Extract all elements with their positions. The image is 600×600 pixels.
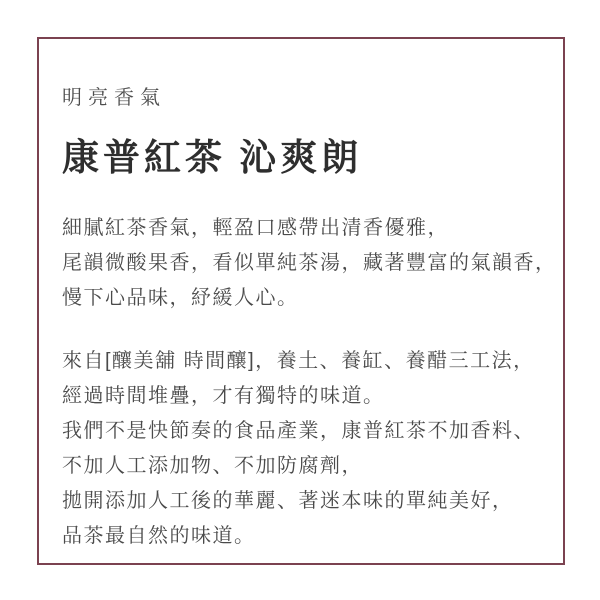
paragraph-flavor-line-3: 慢下心品味，紓緩人心。 [62, 287, 299, 309]
tagline: 明亮香氣 [62, 87, 166, 109]
paragraph-flavor-line-2: 尾韻微酸果香，看似單純茶湯，藏著豐富的氣韻香， [62, 252, 557, 274]
paragraph-craft-line-3: 我們不是快節奏的食品產業，康普紅茶不加香料、 [62, 420, 535, 442]
paragraph-flavor-line-1: 細膩紅茶香氣，輕盈口感帶出清香優雅， [62, 217, 449, 239]
paragraph-craft [62, 344, 543, 554]
paragraph-craft-line-5: 拋開添加人工後的華麗、著迷本味的單純美好， [62, 490, 514, 512]
paragraph-craft-line-4: 不加人工添加物、不加防腐劑， [62, 455, 363, 477]
paragraph-craft-line-1: 來自[釀美舖 時間釀]，養土、養缸、養醋三工法， [62, 350, 535, 372]
product-description-card [37, 37, 565, 565]
product-title: 康普紅茶 沁爽朗 [62, 138, 363, 179]
paragraph-craft-line-6: 品茶最自然的味道。 [62, 525, 256, 547]
paragraph-craft-line-2: 經過時間堆疊，才有獨特的味道。 [62, 385, 385, 407]
paragraph-flavor [62, 211, 557, 316]
